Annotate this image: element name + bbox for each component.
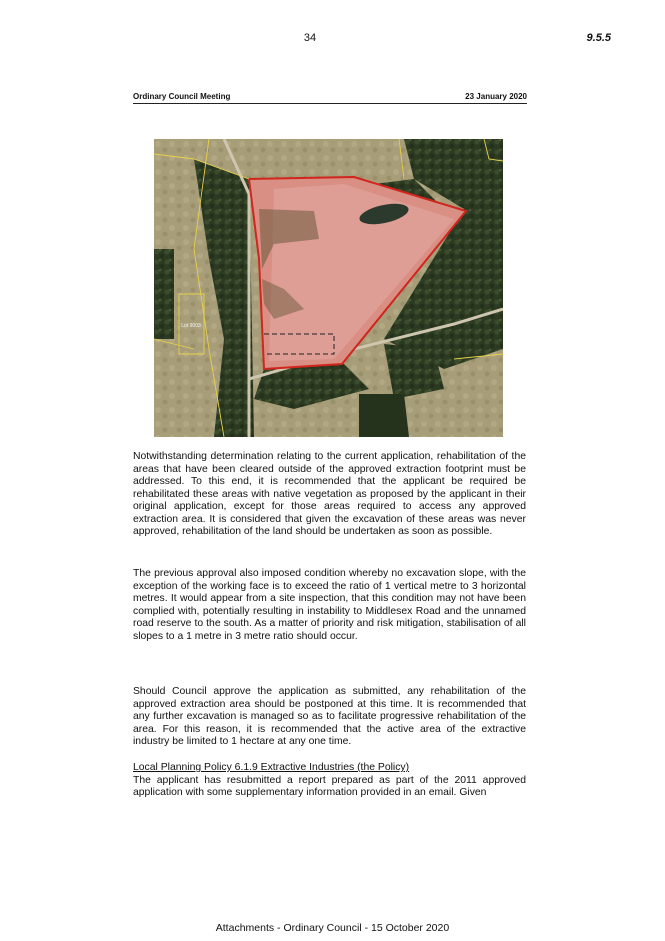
paragraph-text: Notwithstanding determination relating to the current application, rehabilitation of the areas that have been cleared outside of the approved extraction footprint must be addressed. To this end, it is recommended that the applicant be required be rehabilitated these areas with native vegetation as proposed by the applicant in their original application, except for those areas required to access any approved extraction area. It is considered that given the excavation of these areas was never approved, rehabilitation of the land should be undertaken as soon as possible. (133, 451, 526, 538)
aerial-site-photo (154, 139, 503, 437)
meeting-date: 23 January 2020 (465, 92, 527, 101)
section-policy (133, 762, 526, 800)
paragraph-text: The previous approval also imposed condition whereby no excavation slope, with the exception of the working face is to exceed the ratio of 1 vertical metre to 3 horizontal metres. It would appear from a site inspection, that this condition may not have been complied with, potentially resulting in instability to Middlesex Road and the unnamed road reserve to the south. As a matter of priority and risk mitigation, stabilisation of all slopes to a 1 metre in 3 metre ratio should occur. (133, 568, 526, 642)
paragraph-slope-condition (133, 568, 526, 643)
page-footer: Attachments - Ordinary Council - 15 October 2020 (215, 922, 450, 934)
running-header (133, 92, 527, 104)
paragraph-text: The applicant has resubmitted a report prepared as part of the 2011 approved application with some supplementary information provided in an email. Given (133, 774, 526, 799)
paragraph-text: Should Council approve the application as submitted, any rehabilitation of the approved extraction area should be postponed at this time. It is recommended that any further excavation is managed so as to facilitate progressive rehabilitation of the area. For this reason, it is recommended that the active area of the extractive industry be limited to 1 hectare at any one time. (133, 686, 526, 748)
page-number: 34 (303, 32, 317, 44)
dam-dark (359, 394, 409, 437)
paragraph-rehabilitation (133, 451, 526, 539)
paragraph-recommendation (133, 686, 526, 749)
lot-label: Lot 9003 (181, 323, 201, 329)
item-reference: 9.5.5 (586, 32, 611, 44)
meeting-name: Ordinary Council Meeting (133, 92, 231, 101)
forest-strip (154, 249, 174, 339)
section-heading: Local Planning Policy 6.1.9 Extractive Industries (the Policy) (133, 762, 410, 773)
